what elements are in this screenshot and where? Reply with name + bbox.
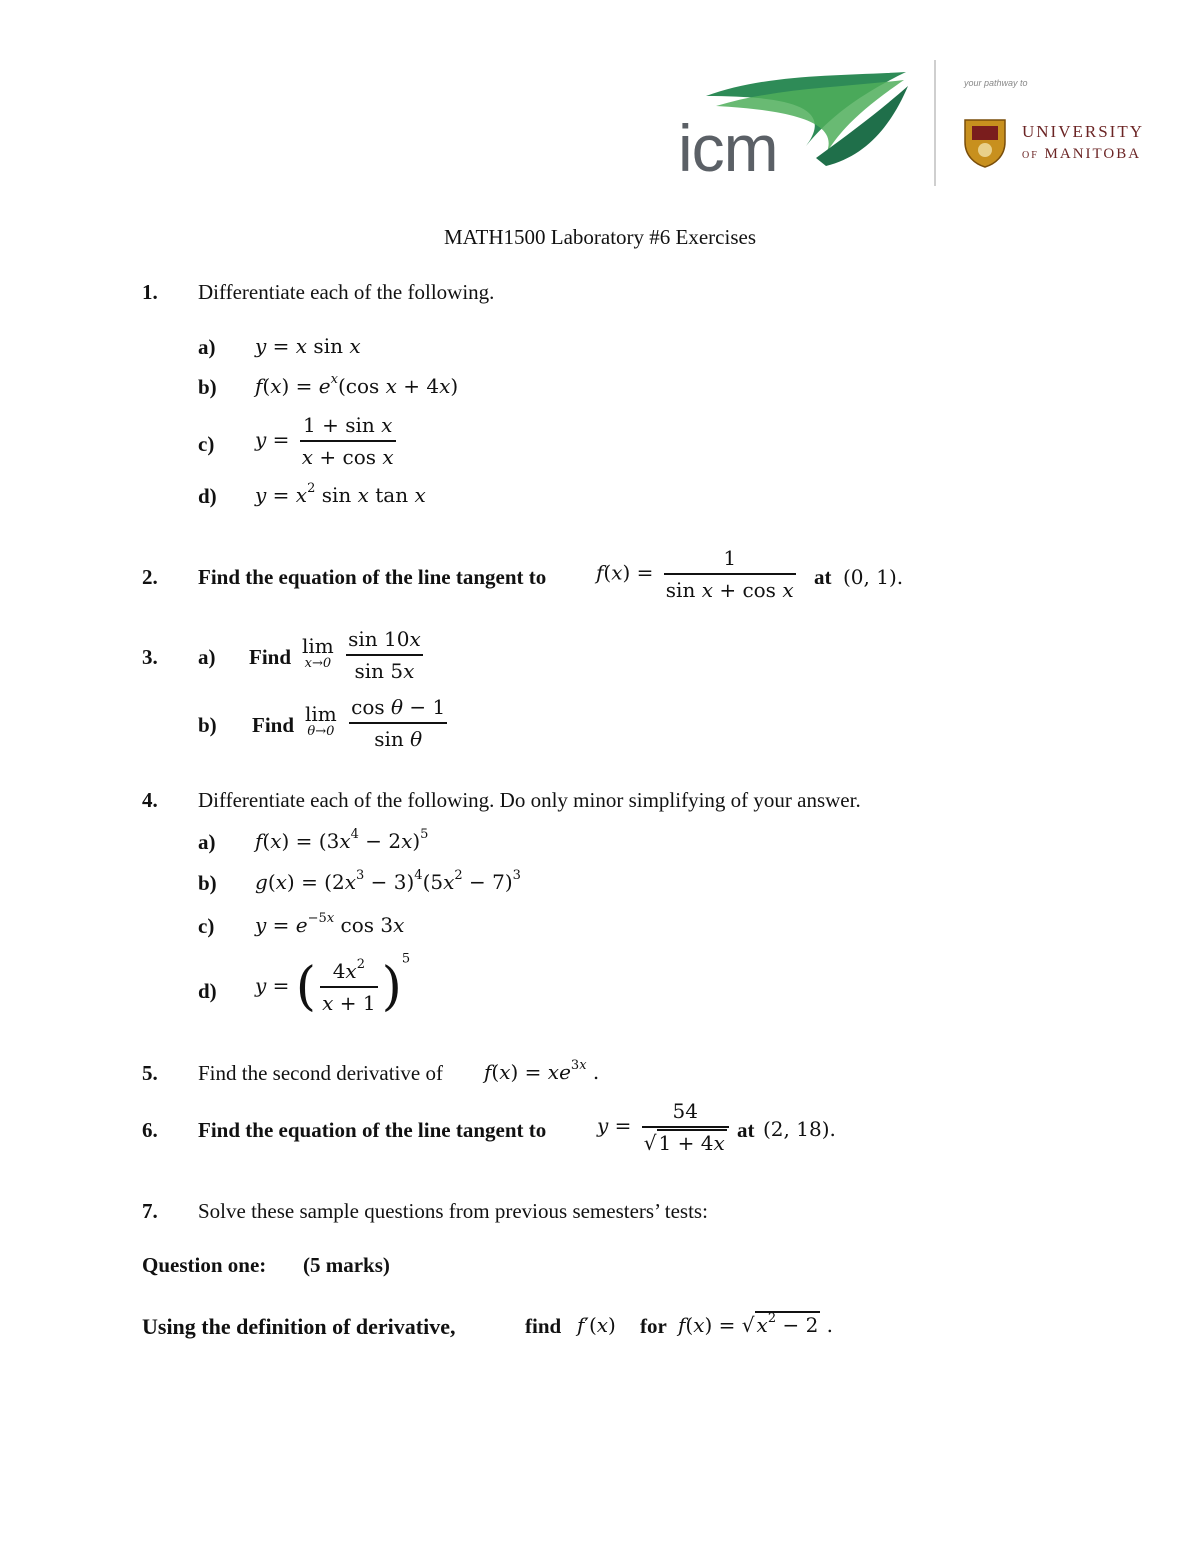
q3b-expr: [305, 692, 451, 754]
university-of: OF: [1022, 150, 1039, 161]
icm-logo-text: icm: [678, 111, 778, 185]
q1b-expr: $f(x) = e^x(\cos$ x + 4x): [255, 372, 459, 398]
q2-at: at: [814, 565, 832, 589]
q6-number: 6.: [142, 1118, 158, 1142]
q3b-limit: lim θ→0: [305, 702, 337, 739]
q4d-label: d): [198, 979, 217, 1003]
q1a-expr: y = x sin x: [255, 334, 361, 358]
question-one-marks: (5 marks): [303, 1253, 390, 1277]
q4-text: Differentiate each of the following. Do only minor simplifying of your answer.: [198, 788, 861, 812]
q3b-label: b): [198, 713, 217, 737]
question-one-label: Question one:: [142, 1253, 267, 1277]
q4a-expr: $f(x) = (3x^4 - 2x)^5$: [255, 827, 429, 853]
q4d-expr: y = ( $\frac{4x^2}{x + 1}$ )$^5$: [255, 951, 411, 1017]
q1c-fraction: $\frac{\text{1 + sin x}}{\text{x + cos x}}$: [300, 410, 396, 472]
page-title: MATH1500 Laboratory #6 Exercises: [443, 225, 756, 249]
q7-text: Solve these sample questions from previous semesters’ tests:: [198, 1199, 708, 1223]
q1a-label: a): [198, 335, 216, 359]
q1-text: Differentiate each of the following.: [198, 280, 495, 304]
q1c-expr: y = $\frac{\text{1 + sin x}}{\text{x + cos x}}$: [255, 410, 400, 472]
university-manitoba: MANITOBA: [1044, 146, 1142, 162]
q6-at: at: [737, 1118, 755, 1142]
q3a-fraction: $\frac{\sin 10x}{\sin 5x}$: [346, 624, 423, 686]
q6-point: (2, 18).: [763, 1117, 836, 1141]
q1d-expr: $y = x^2$ sin x tan x: [255, 481, 426, 507]
q5-text: Find the second derivative of: [198, 1061, 443, 1085]
q2-point: (0, 1).: [843, 565, 904, 589]
q1c-label: c): [198, 432, 215, 456]
definition-for: for: [640, 1314, 667, 1338]
icm-logo: [676, 66, 916, 186]
q2-expr: f(x) = $\frac{1}{\text{sin x + cos x}}$: [596, 543, 800, 605]
q3a-label: a): [198, 645, 216, 669]
definition-fprime: f′(x): [577, 1313, 616, 1337]
definition-expr: f(x) = √ $x^2 - 2$ .: [678, 1311, 834, 1337]
q4c-label: c): [198, 914, 215, 938]
q1-number: 1.: [142, 280, 158, 304]
university-crest-icon: [962, 116, 1008, 168]
logo-divider: [934, 60, 936, 186]
q7-number: 7.: [142, 1199, 158, 1223]
q3a-limit: lim x→0: [302, 634, 334, 671]
university-name-line2: [1022, 146, 1141, 163]
q3b-fraction: $\frac{\text{cos θ − 1}}{\text{sin θ}}$: [349, 692, 447, 754]
q6-fraction: $\frac{54}{√ 1 + 4x}$: [642, 1096, 729, 1158]
q4-number: 4.: [142, 788, 158, 812]
q4b-label: b): [198, 871, 217, 895]
q6-text: Find the equation of the line tangent to: [198, 1118, 547, 1142]
definition-instruction: Using the definition of derivative,: [142, 1314, 456, 1339]
university-name-line1: UNIVERSITY: [1022, 122, 1144, 141]
definition-find: find: [525, 1314, 562, 1338]
q2-text: Find the equation of the line tangent to: [198, 565, 547, 589]
q4c-expr: $y = e^{-5x}$ cos 3x: [255, 911, 405, 937]
q3-number: 3.: [142, 645, 158, 669]
pathway-text: your pathway to: [964, 78, 1028, 88]
q1b-label: b): [198, 375, 217, 399]
q1d-label: d): [198, 484, 217, 508]
q3a-expr: [302, 624, 427, 686]
q4b-expr: $g(x) = (2x^3 - 3)^4(5x^2 - 7)^3$: [255, 868, 521, 894]
q3a-find: Find: [249, 645, 292, 669]
q4a-label: a): [198, 830, 216, 854]
q5-expr: $f(x) = xe^{3x}$ .: [484, 1058, 600, 1084]
q2-fraction: $\frac{1}{\text{sin x + cos x}}$: [664, 543, 796, 605]
q4d-fraction: $\frac{4x^2}{x + 1}$: [320, 956, 377, 1018]
q2-number: 2.: [142, 565, 158, 589]
q3b-find: Find: [252, 713, 295, 737]
q6-expr: y = $\frac{54}{√ 1 + 4x}$: [597, 1096, 733, 1158]
q5-number: 5.: [142, 1061, 158, 1085]
